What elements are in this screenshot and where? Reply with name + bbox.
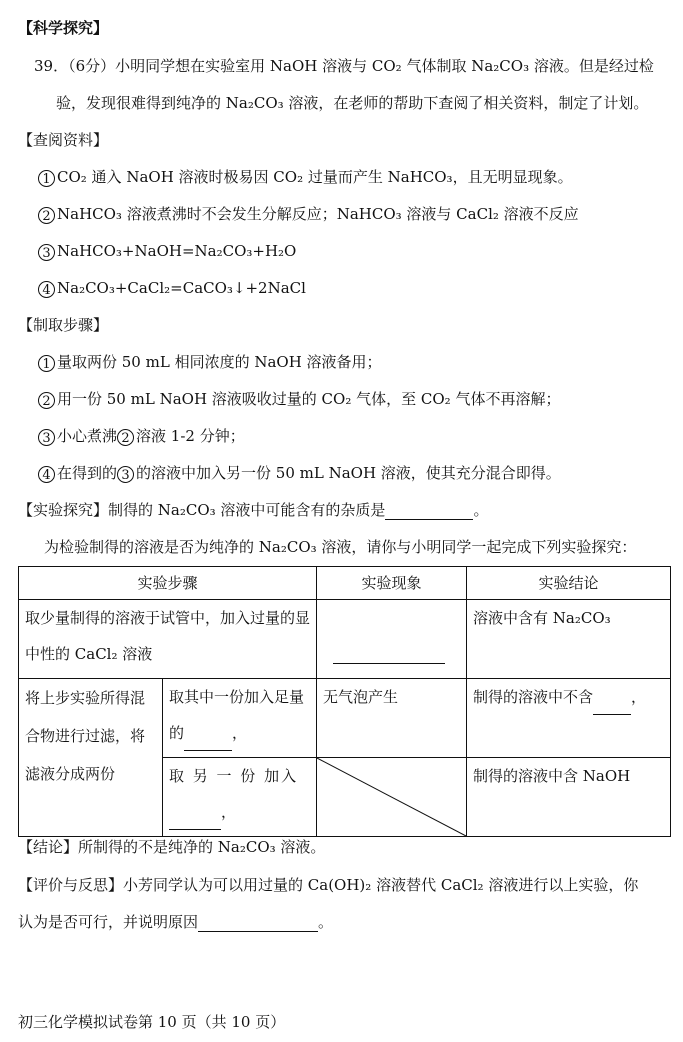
materials-heading: 【查阅资料】 <box>18 131 109 149</box>
step-text: 在得到的 <box>57 464 118 482</box>
question-number: 39． <box>34 57 69 75</box>
inquiry-line <box>18 500 488 520</box>
reflection-heading: 【评价与反思】 <box>18 876 124 894</box>
material-item <box>38 167 573 187</box>
question-line-1 <box>34 56 654 76</box>
circled-number: 2 <box>38 207 55 224</box>
answer-blank-reagent-a[interactable] <box>184 736 232 751</box>
inquiry-heading: 【实验探究】 <box>18 501 109 519</box>
answer-blank-phenomenon[interactable] <box>333 649 445 664</box>
header-phenomenon: 实验现象 <box>317 567 467 600</box>
step-text: 的溶液中加入另一份 50 mL NaOH 溶液，使其充分混合即得。 <box>136 464 561 482</box>
step-item <box>38 426 245 446</box>
inquiry-text: 制得的 Na₂CO₃ 溶液中可能含有的杂质是 <box>108 501 386 519</box>
circled-number: 1 <box>38 170 55 187</box>
row1-phenomenon <box>317 600 467 679</box>
table-row <box>19 600 671 679</box>
circled-number: 3 <box>38 429 55 446</box>
material-text: NaHCO₃+NaOH=Na₂CO₃+H₂O <box>57 242 297 260</box>
material-text: Na₂CO₃+CaCl₂=CaCO₃↓+2NaCl <box>57 279 306 297</box>
reflection-text-2: 认为是否可行，并说明原因 <box>18 913 199 931</box>
reflection-line-2 <box>18 912 333 932</box>
material-text: NaHCO₃ 溶液煮沸时不会发生分解反应；NaHCO₃ 溶液与 CaCl₂ 溶液不反应 <box>57 205 579 223</box>
row1-step: 取少量制得的溶液于试管中，加入过量的显中性的 CaCl₂ 溶液 <box>19 600 317 679</box>
row1-conclusion: 溶液中含有 Na₂CO₃ <box>467 600 671 679</box>
question-text-1: 小明同学想在实验室用 NaOH 溶液与 CO₂ 气体制取 Na₂CO₃ 溶液。但是经过检 <box>115 57 654 75</box>
inquiry-intro: 为检验制得的溶液是否为纯净的 Na₂CO₃ 溶液，请你与小明同学一起完成下列实验探究： <box>44 538 637 556</box>
row2-phenomenon-a: 无气泡产生 <box>317 679 467 758</box>
circled-number: 4 <box>38 281 55 298</box>
step-text: 量取两份 50 mL 相同浓度的 NaOH 溶液备用； <box>57 353 382 371</box>
reflection-text-1: 小芳同学认为可以用过量的 Ca(OH)₂ 溶液替代 CaCl₂ 溶液进行以上实验，你 <box>123 876 639 894</box>
conclusion-heading: 【结论】 <box>18 838 79 856</box>
material-item <box>38 278 306 298</box>
step-text: 用一份 50 mL NaOH 溶液吸收过量的 CO₂ 气体，至 CO₂ 气体不再溶解； <box>57 390 561 408</box>
page-footer: 初三化学模拟试卷第 10 页（共 10 页） <box>18 1013 286 1031</box>
conclusion-a-end: ， <box>631 688 647 706</box>
inquiry-end: 。 <box>473 501 489 519</box>
circled-reference: 3 <box>117 466 134 483</box>
step-item <box>38 352 382 372</box>
row2-sub-step-b <box>163 758 317 837</box>
row2-shared-step: 将上步实验所得混合物进行过滤，将滤液分成两份 <box>19 679 163 837</box>
step-item <box>38 463 561 483</box>
circled-number: 3 <box>38 244 55 261</box>
circled-reference: 2 <box>117 429 134 446</box>
steps-heading: 【制取步骤】 <box>18 316 109 334</box>
row2-phenomenon-b-crossed <box>317 758 467 837</box>
conclusion-line <box>18 837 325 857</box>
material-text: CO₂ 通入 NaOH 溶液时极易因 CO₂ 过量而产生 NaHCO₃，且无明显现象。 <box>57 168 573 186</box>
answer-blank-reason[interactable] <box>198 917 318 932</box>
row2-conclusion-a <box>467 679 671 758</box>
header-step: 实验步骤 <box>19 567 317 600</box>
reflection-end: 。 <box>318 913 334 931</box>
diagonal-slash <box>317 758 466 836</box>
sub-step-b-text: 取 另 一 份 加入 <box>169 767 299 785</box>
sub-step-a-end: ， <box>232 724 248 742</box>
step-text: 溶液 1-2 分钟； <box>136 427 245 445</box>
question-line-2: 验，发现很难得到纯净的 Na₂CO₃ 溶液，在老师的帮助下查阅了相关资料，制定了计划。 <box>56 94 649 112</box>
table-header-row <box>19 567 671 600</box>
answer-blank-impurity[interactable] <box>385 505 473 520</box>
sub-step-a-text: 取其中一份加入足量的 <box>169 688 305 742</box>
circled-number: 2 <box>38 392 55 409</box>
conclusion-text: 所制得的不是纯净的 Na₂CO₃ 溶液。 <box>78 838 326 856</box>
step-item <box>38 389 560 409</box>
answer-blank-substance[interactable] <box>593 700 631 715</box>
step-text: 小心煮沸 <box>57 427 118 445</box>
circled-number: 1 <box>38 355 55 372</box>
reflection-line-1 <box>18 875 638 895</box>
answer-blank-reagent-b[interactable] <box>169 815 221 830</box>
question-score: （6分） <box>68 57 116 75</box>
circled-number: 4 <box>38 466 55 483</box>
table-row <box>19 679 671 758</box>
material-item <box>38 241 296 261</box>
sub-step-b-end: ， <box>221 803 239 821</box>
row2-sub-step-a <box>163 679 317 758</box>
header-conclusion: 实验结论 <box>467 567 671 600</box>
material-item <box>38 204 579 224</box>
experiment-table <box>18 566 671 837</box>
section-title: 【科学探究】 <box>18 19 109 37</box>
conclusion-a-text: 制得的溶液中不含 <box>473 688 594 706</box>
row2-conclusion-b: 制得的溶液中含 NaOH <box>467 758 671 837</box>
